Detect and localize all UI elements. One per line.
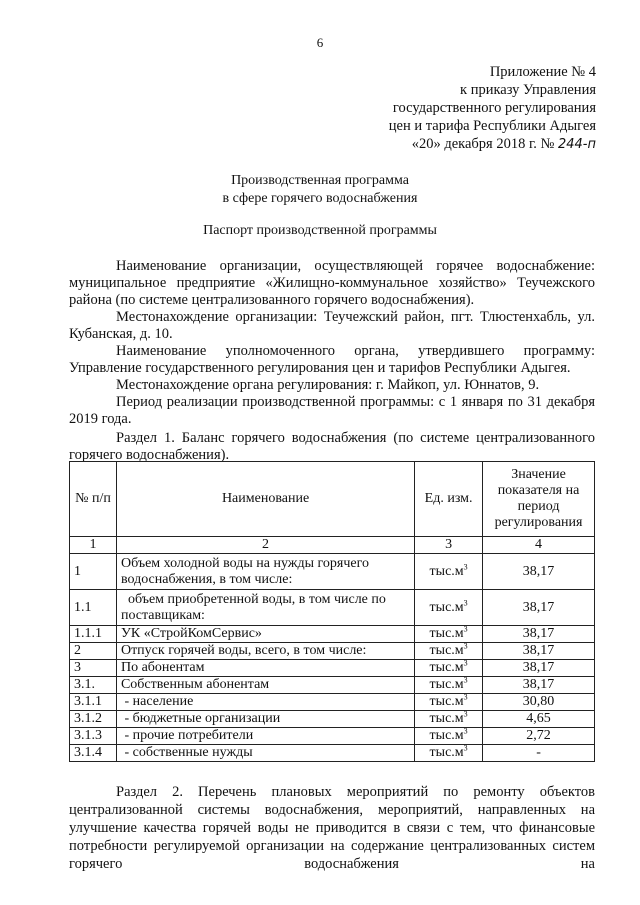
col-number: 3 bbox=[415, 537, 483, 554]
order-number-handwritten: 244-п bbox=[557, 137, 596, 152]
row-value: 38,17 bbox=[483, 554, 595, 590]
row-unit bbox=[415, 677, 483, 694]
passport-title: Паспорт производственной программы bbox=[203, 223, 437, 238]
section1-paragraph: Раздел 1. Баланс горячего водоснабжения (по системе централизованного горячего водоснабжения). bbox=[69, 430, 595, 463]
appendix-line1: Приложение № 4 bbox=[489, 64, 596, 80]
period-paragraph: Период реализации производственной программы: с 1 января по 31 декабря 2019 года. bbox=[69, 394, 595, 427]
unit-label: тыс.м bbox=[429, 563, 464, 579]
unit-label: тыс.м bbox=[429, 745, 464, 760]
row-unit bbox=[415, 554, 483, 590]
table-row bbox=[70, 660, 595, 677]
row-name: Объем холодной воды на нужды горячего водоснабжения, в том числе: bbox=[116, 554, 414, 590]
row-num: 2 bbox=[70, 643, 117, 660]
row-value: 38,17 bbox=[483, 660, 595, 677]
row-value: 4,65 bbox=[483, 711, 595, 728]
unit-power: 3 bbox=[463, 726, 468, 736]
row-unit bbox=[415, 711, 483, 728]
row-value: 30,80 bbox=[483, 694, 595, 711]
unit-power: 3 bbox=[463, 709, 468, 719]
appendix-line5 bbox=[389, 135, 596, 154]
row-value: 38,17 bbox=[483, 590, 595, 626]
unit-label: тыс.м bbox=[429, 599, 464, 615]
row-num: 3 bbox=[70, 660, 117, 677]
unit-label: тыс.м bbox=[429, 728, 464, 743]
row-name: По абонентам bbox=[116, 660, 414, 677]
unit-power: 3 bbox=[463, 624, 468, 634]
unit-power: 3 bbox=[463, 743, 468, 753]
row-num: 3.1.1 bbox=[70, 694, 117, 711]
hot-water-balance-table bbox=[69, 461, 595, 762]
header-name: Наименование bbox=[116, 462, 414, 537]
unit-label: тыс.м bbox=[429, 694, 464, 709]
table-header-row bbox=[70, 462, 595, 537]
appendix-line4: цен и тарифа Республики Адыгея bbox=[388, 118, 596, 134]
table-row bbox=[70, 590, 595, 626]
title-line1: Производственная программа bbox=[231, 173, 409, 188]
row-unit bbox=[415, 660, 483, 677]
row-name: Отпуск горячей воды, всего, в том числе: bbox=[116, 643, 414, 660]
unit-label: тыс.м bbox=[429, 677, 464, 692]
row-num: 3.1. bbox=[70, 677, 117, 694]
unit-label: тыс.м bbox=[429, 626, 464, 641]
row-unit bbox=[415, 590, 483, 626]
appendix-line3: государственного регулирования bbox=[392, 100, 596, 116]
row-value: - bbox=[483, 745, 595, 762]
row-name: - прочие потребители bbox=[116, 728, 414, 745]
unit-label: тыс.м bbox=[429, 643, 464, 658]
row-name: объем приобретенной воды, в том числе по поставщикам: bbox=[116, 590, 414, 626]
authority-name-paragraph: Наименование уполномоченного органа, утвердившего программу: Управление государственного регулирования цен и тарифов Республики Адыгея. bbox=[69, 343, 595, 376]
row-name: Собственным абонентам bbox=[116, 677, 414, 694]
row-num: 3.1.2 bbox=[70, 711, 117, 728]
unit-power: 3 bbox=[463, 641, 468, 651]
title-line2: в сфере горячего водоснабжения bbox=[222, 191, 418, 206]
header-value: Значение показателя на период регулирования bbox=[483, 462, 595, 537]
row-unit bbox=[415, 728, 483, 745]
table-row bbox=[70, 554, 595, 590]
row-num: 1.1 bbox=[70, 590, 117, 626]
row-value: 38,17 bbox=[483, 677, 595, 694]
table-column-numbers-row bbox=[70, 537, 595, 554]
unit-power: 3 bbox=[463, 692, 468, 702]
unit-power: 3 bbox=[463, 658, 468, 668]
table-row bbox=[70, 728, 595, 745]
document-title bbox=[0, 172, 640, 208]
section2-paragraph bbox=[69, 783, 595, 873]
page-number: 6 bbox=[316, 35, 324, 50]
passport-body bbox=[69, 258, 595, 464]
section2-text: Раздел 2. Перечень плановых мероприятий по ремонту объектов централизованной системы водоснабжения, мероприятий, направленных на улучшение качества горячей воды не приводится в связи с тем, что финансовые потребности регулируемой организации на содержание централизованных систем горячего водоснабжения на bbox=[69, 784, 595, 872]
row-num: 3.1.3 bbox=[70, 728, 117, 745]
row-value: 38,17 bbox=[483, 626, 595, 643]
unit-power: 3 bbox=[463, 675, 468, 685]
unit-label: тыс.м bbox=[429, 711, 464, 726]
unit-label: тыс.м bbox=[429, 660, 464, 675]
row-num: 1.1.1 bbox=[70, 626, 117, 643]
row-unit bbox=[415, 694, 483, 711]
table-row bbox=[70, 694, 595, 711]
authority-location-paragraph: Местонахождение органа регулирования: г. Майкоп, ул. Юннатов, 9. bbox=[116, 377, 540, 393]
row-num: 3.1.4 bbox=[70, 745, 117, 762]
table-row bbox=[70, 643, 595, 660]
row-unit bbox=[415, 745, 483, 762]
col-number: 1 bbox=[70, 537, 117, 554]
order-date: «20» декабря 2018 г. № bbox=[411, 136, 555, 152]
row-unit bbox=[415, 643, 483, 660]
row-name: УК «СтройКомСервис» bbox=[116, 626, 414, 643]
table-row bbox=[70, 677, 595, 694]
org-name-paragraph: Наименование организации, осуществляющей горячее водоснабжение: муниципальное предприятие «Жилищно-коммунальное хозяйство» Теучежского района (по системе централизованного горячего водоснабжения). bbox=[69, 258, 595, 308]
table-body bbox=[70, 554, 595, 762]
table-row bbox=[70, 745, 595, 762]
header-unit: Ед. изм. bbox=[415, 462, 483, 537]
row-name: - собственные нужды bbox=[116, 745, 414, 762]
row-unit bbox=[415, 626, 483, 643]
row-value: 2,72 bbox=[483, 728, 595, 745]
appendix-header bbox=[389, 63, 596, 154]
table-row bbox=[70, 711, 595, 728]
row-num: 1 bbox=[70, 554, 117, 590]
table-row bbox=[70, 626, 595, 643]
col-number: 4 bbox=[483, 537, 595, 554]
org-location-paragraph: Местонахождение организации: Теучежский район, пгт. Тлюстенхабль, ул. Кубанская, д. 10. bbox=[69, 309, 595, 342]
appendix-line2: к приказу Управления bbox=[460, 82, 596, 98]
row-name: - бюджетные организации bbox=[116, 711, 414, 728]
row-value: 38,17 bbox=[483, 643, 595, 660]
unit-power: 3 bbox=[463, 561, 468, 571]
row-name: - население bbox=[116, 694, 414, 711]
unit-power: 3 bbox=[463, 597, 468, 607]
col-number: 2 bbox=[116, 537, 414, 554]
header-num: № п/п bbox=[70, 462, 117, 537]
